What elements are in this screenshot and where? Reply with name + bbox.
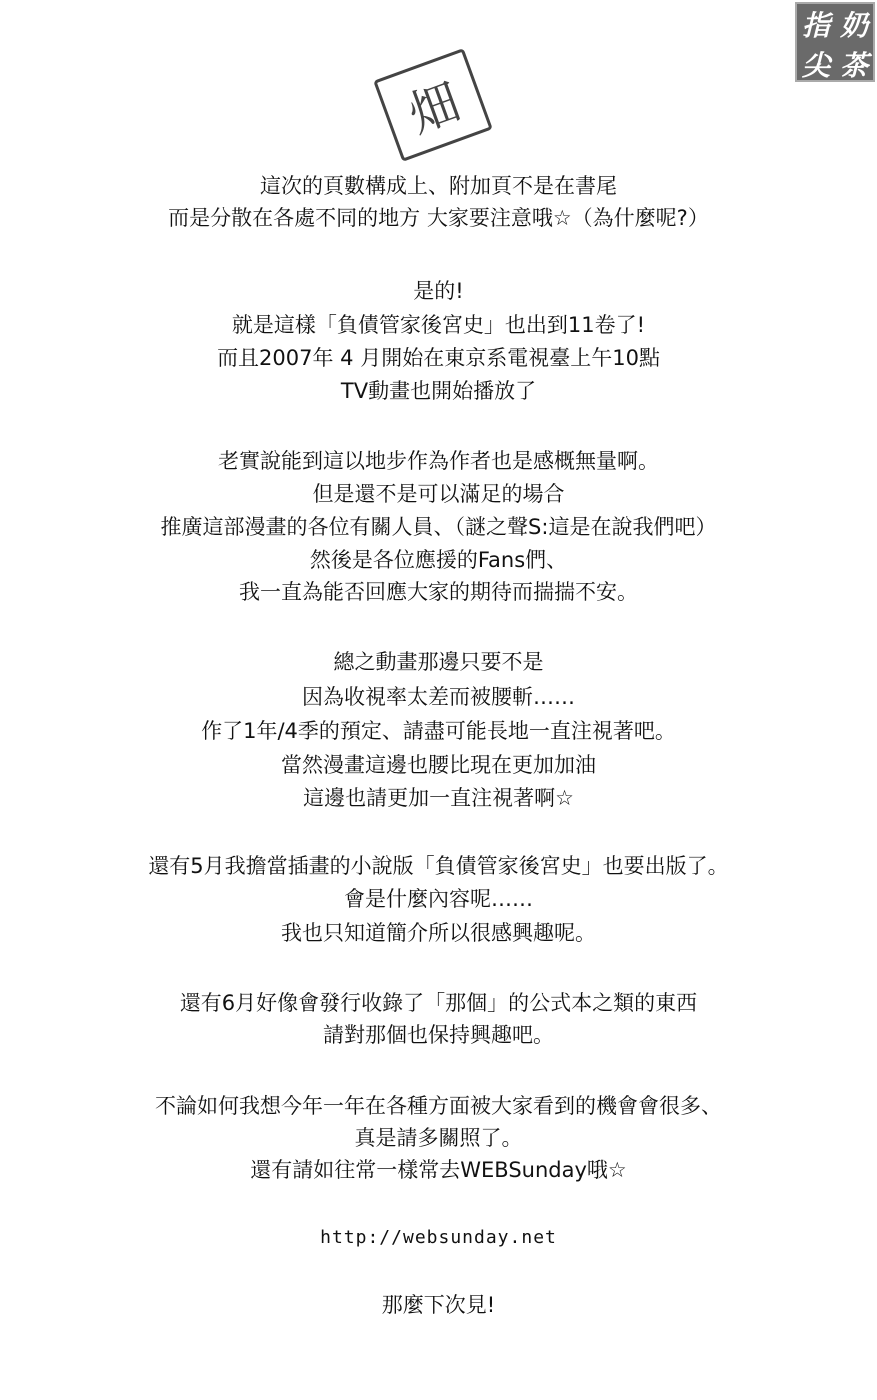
author-stamp: 畑 <box>373 48 493 162</box>
text-line: 總之動畫那邊只要不是 <box>333 650 544 674</box>
text-line: 請對那個也保持興趣吧。 <box>323 1023 554 1047</box>
logo-char: 茶 <box>839 49 868 82</box>
text-line: 老實說能到這以地步作為作者也是感概無量啊。 <box>218 449 659 473</box>
text-line: 因為收視率太差而被腰斬…… <box>302 685 575 709</box>
text-line: 那麼下次見! <box>381 1293 496 1317</box>
text-line: 推廣這部漫畫的各位有關人員、（謎之聲S:這是在說我們吧） <box>160 515 717 539</box>
text-line: 不論如何我想今年一年在各種方面被大家看到的機會會很多、 <box>155 1094 722 1118</box>
text-line: 還有6月好像會發行收錄了「那個」的公式本之類的東西 <box>179 991 698 1015</box>
text-line: 我也只知道簡介所以很感興趣呢。 <box>281 921 596 945</box>
logo-char: 尖 <box>801 49 830 82</box>
text-line: 但是還不是可以滿足的場合 <box>312 482 565 506</box>
logo-char: 指 <box>801 9 830 42</box>
website-url: http://websunday.net <box>320 1227 557 1248</box>
text-line: 當然漫畫這邊也腰比現在更加加油 <box>281 753 596 777</box>
text-line: 真是請多關照了。 <box>354 1126 523 1150</box>
watermark-logo <box>795 2 875 82</box>
text-line: 這次的頁數構成上、附加頁不是在書尾 <box>260 174 617 198</box>
text-line: 就是這樣「負債管家後宮史」也出到11卷了! <box>231 313 646 337</box>
text-line: 會是什麼內容呢…… <box>344 887 533 911</box>
text-line: 而且2007年 4 月開始在東京系電視臺上午10點 <box>217 346 660 370</box>
text-line: 這邊也請更加一直注視著啊☆ <box>303 786 574 810</box>
text-line: TV動畫也開始播放了 <box>340 379 537 403</box>
text-line: 是的! <box>413 279 464 303</box>
logo-char: 奶 <box>839 9 868 42</box>
text-line: 作了1年/4季的預定、請盡可能長地一直注視著吧。 <box>201 719 676 743</box>
text-line: 還有5月我擔當插畫的小說版「負債管家後宮史」也要出版了。 <box>148 854 729 878</box>
text-line: 而是分散在各處不同的地方 大家要注意哦☆（為什麼呢?） <box>168 206 709 230</box>
text-line: 然後是各位應援的Fans們、 <box>309 548 568 572</box>
text-line: 我一直為能否回應大家的期待而揣揣不安。 <box>239 580 638 604</box>
text-line: 還有請如往常一樣常去WEBSunday哦☆ <box>250 1158 627 1182</box>
